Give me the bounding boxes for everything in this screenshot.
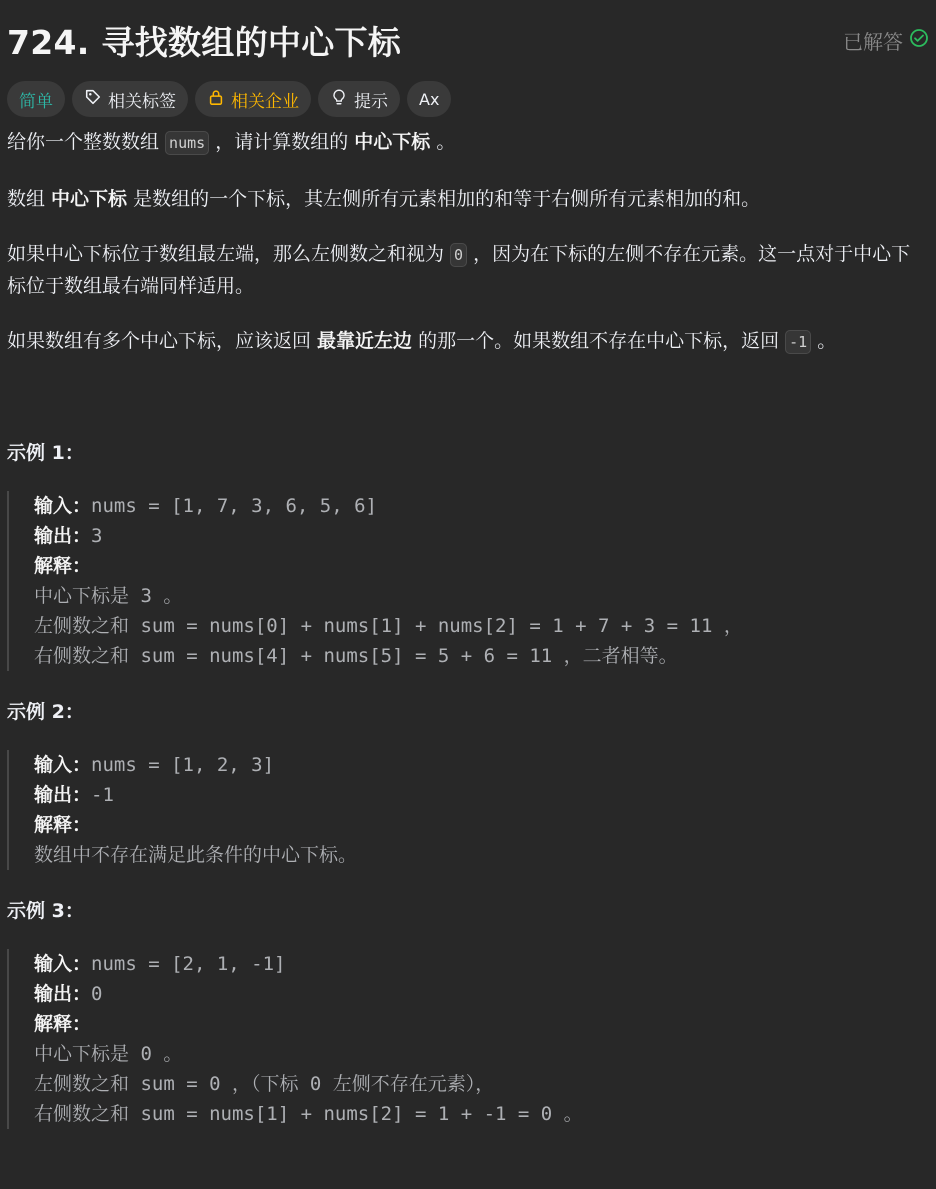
example-1-explain-line: 左侧数之和 sum = nums[0] + nums[1] + nums[2] = 1 + 7 + 3 = 11 ， bbox=[34, 615, 743, 637]
inline-code-minus-one: -1 bbox=[785, 330, 811, 354]
problem-title[interactable]: 724. 寻找数组的中心下标 bbox=[7, 22, 402, 62]
translate-icon: Ax bbox=[419, 89, 440, 109]
translate-button[interactable] bbox=[407, 81, 451, 117]
description-paragraph-2: 数组 中心下标 是数组的一个下标，其左侧所有元素相加的和等于右侧所有元素相加的和。 bbox=[7, 188, 761, 210]
solved-status bbox=[843, 26, 929, 55]
example-1-explain-line: 右侧数之和 sum = nums[4] + nums[5] = 5 + 6 = 11 ，二者相等。 bbox=[34, 645, 678, 667]
tag-bar bbox=[7, 80, 929, 118]
example-2-block: 输入：nums = [1, 2, 3] 输出：-1 解释： 数组中不存在满足此条件的中心下标。 bbox=[7, 750, 929, 870]
hint-label: 提示 bbox=[354, 91, 388, 112]
lock-icon bbox=[207, 88, 225, 111]
related-companies-button[interactable] bbox=[195, 81, 311, 117]
example-3-explain-line: 左侧数之和 sum = 0 ，（下标 0 左侧不存在元素）， bbox=[34, 1073, 495, 1095]
inline-code-zero: 0 bbox=[450, 243, 467, 267]
check-circle-icon bbox=[909, 28, 929, 53]
example-1-block: 输入：nums = [1, 7, 3, 6, 5, 6] 输出：3 解释： 中心下标是 3 。 左侧数之和 sum = nums[0] + nums[1] + nums[2] = 1 + 7 + 3 = 11 ， 右侧数之和 sum = nums[4] + nums[5] = 5 + 6 = 11 ，二者相等。 bbox=[7, 491, 929, 671]
description-paragraph-1: 给你一个整数数组 nums ，请计算数组的 中心下标 。 bbox=[7, 131, 456, 153]
lightbulb-icon bbox=[330, 88, 348, 111]
example-3-explain-line: 右侧数之和 sum = nums[1] + nums[2] = 1 + -1 = 0 。 bbox=[34, 1103, 583, 1125]
example-1-input: nums = [1, 7, 3, 6, 5, 6] bbox=[91, 495, 377, 517]
example-2-output: -1 bbox=[91, 784, 114, 806]
hint-button[interactable] bbox=[318, 81, 400, 117]
example-1-title: 示例 1： bbox=[7, 442, 84, 464]
example-3-explain-line: 中心下标是 0 。 bbox=[34, 1043, 183, 1065]
description-paragraph-4: 如果数组有多个中心下标，应该返回 最靠近左边 的那一个。如果数组不存在中心下标，返回 -1 。 bbox=[7, 330, 837, 352]
tag-icon bbox=[84, 88, 102, 111]
example-2-input: nums = [1, 2, 3] bbox=[91, 754, 275, 776]
example-2-explain-line: 数组中不存在满足此条件的中心下标。 bbox=[34, 844, 358, 866]
problem-description bbox=[7, 127, 929, 1129]
difficulty-badge bbox=[7, 81, 65, 117]
related-companies-label: 相关企业 bbox=[231, 91, 299, 112]
problem-header bbox=[7, 0, 929, 80]
related-tags-label: 相关标签 bbox=[108, 91, 176, 112]
example-3-title: 示例 3： bbox=[7, 900, 84, 922]
description-paragraph-3: 如果中心下标位于数组最左端，那么左侧数之和视为 0 ，因为在下标的左侧不存在元素。这一点对于中心下标位于数组最右端同样适用。 bbox=[7, 243, 911, 297]
related-tags-button[interactable] bbox=[72, 81, 188, 117]
example-2-title: 示例 2： bbox=[7, 701, 84, 723]
example-1-explain-line: 中心下标是 3 。 bbox=[34, 585, 183, 607]
example-3-block: 输入：nums = [2, 1, -1] 输出：0 解释： 中心下标是 0 。 左侧数之和 sum = 0 ，（下标 0 左侧不存在元素）， 右侧数之和 sum = nums[1] + nums[2] = 1 + -1 = 0 。 bbox=[7, 949, 929, 1129]
difficulty-label: 简单 bbox=[19, 91, 53, 112]
example-1-output: 3 bbox=[91, 525, 103, 547]
example-3-output: 0 bbox=[91, 983, 103, 1005]
solved-status-label: 已解答 bbox=[843, 29, 903, 54]
example-3-input: nums = [2, 1, -1] bbox=[91, 953, 286, 975]
inline-code-nums: nums bbox=[165, 131, 209, 155]
